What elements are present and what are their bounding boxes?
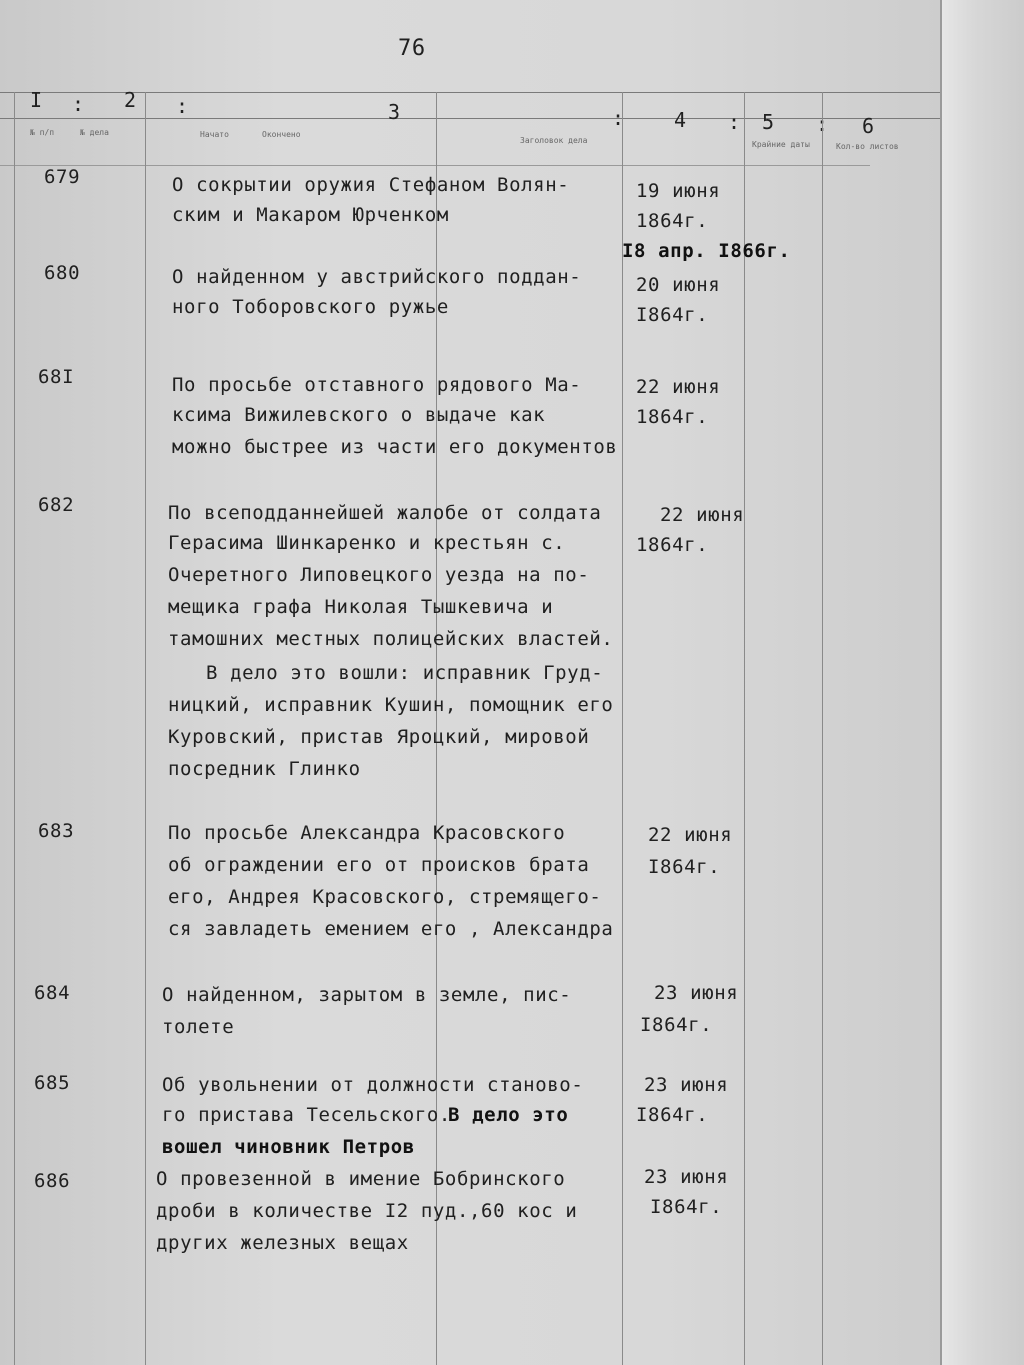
col-number-5: 5 <box>762 110 775 134</box>
entry-number: 685 <box>34 1072 71 1094</box>
col-number-3: 3 <box>388 100 401 124</box>
entry-number: 679 <box>44 166 81 188</box>
entry-number: 684 <box>34 982 71 1004</box>
col-separator: : <box>816 112 829 136</box>
header-underline-rule <box>0 165 870 166</box>
entry-date: 22 июня <box>636 376 721 398</box>
column-line <box>622 92 623 1365</box>
entry-title-line: ским и Макаром Юрченком <box>172 204 449 226</box>
entry-title-line: вошел чиновник Петров <box>162 1136 415 1158</box>
entry-date: I864г. <box>636 304 709 326</box>
entry-title-line: других железных вещах <box>156 1232 409 1254</box>
entry-number: 686 <box>34 1170 71 1192</box>
entry-date: 20 июня <box>636 274 721 296</box>
col-number-2: 2 <box>124 88 137 112</box>
entry-date: I864г. <box>640 1014 713 1036</box>
header-label: Заголовок дела <box>520 136 588 145</box>
col-separator: : <box>612 106 625 130</box>
entry-date: 1864г. <box>636 406 709 428</box>
entry-title-line: О сокрытии оружия Стефаном Волян- <box>172 174 570 196</box>
entry-title-line: толете <box>162 1016 235 1038</box>
entry-title-line: Куровский, пристав Яроцкий, мировой <box>168 726 590 748</box>
entry-title-line: Об увольнении от должности станово- <box>162 1074 584 1096</box>
header-top-rule <box>0 92 940 93</box>
entry-title-line: О провезенной в имение Бобринского <box>156 1168 566 1190</box>
entry-title-line: ксима Вижилевского о выдаче как <box>172 404 546 426</box>
header-label: № дела <box>80 128 109 137</box>
column-line <box>14 92 15 1365</box>
entry-title-line: тамошних местных полицейских властей. <box>168 628 614 650</box>
entry-date: I864г. <box>648 856 721 878</box>
col-separator: : <box>72 92 85 116</box>
entry-title-line: мещика графа Николая Тышкевича и <box>168 596 554 618</box>
entry-title-line: По просьбе Александра Красовского <box>168 822 566 844</box>
entry-date: I864г. <box>650 1196 723 1218</box>
entry-date: 1864г. <box>636 534 709 556</box>
entry-date: 23 июня <box>654 982 739 1004</box>
entry-title-line: О найденном у австрийского поддан- <box>172 266 582 288</box>
entry-date: 22 июня <box>648 824 733 846</box>
entry-date: 23 июня <box>644 1074 729 1096</box>
entry-title-line: посредник Глинко <box>168 758 361 780</box>
entry-title-line: ного Тоборовского ружье <box>172 296 449 318</box>
col-separator: : <box>728 110 741 134</box>
header-bottom-rule <box>0 118 940 119</box>
header-label: Крайние даты <box>752 140 810 149</box>
page-edge <box>940 0 1024 1365</box>
entry-date: 1864г. <box>636 210 709 232</box>
entry-date: 23 июня <box>644 1166 729 1188</box>
entry-title-line: По всеподданнейшей жалобе от солдата <box>168 502 602 524</box>
entry-title-line: го пристава Тесельского. <box>162 1104 451 1126</box>
entry-date: 22 июня <box>660 504 745 526</box>
column-line <box>145 92 146 1365</box>
column-line <box>822 92 823 1365</box>
entry-number: 683 <box>38 820 75 842</box>
entry-title-line: Очеретного Липовецкого уезда на по- <box>168 564 590 586</box>
entry-date: 19 июня <box>636 180 721 202</box>
entry-title-line: Герасима Шинкаренко и крестьян с. <box>168 532 566 554</box>
entry-title-line: дроби в количестве I2 пуд.,60 кос и <box>156 1200 578 1222</box>
entry-date: I864г. <box>636 1104 709 1126</box>
col-separator: : <box>176 94 189 118</box>
header-label: № п/п <box>30 128 55 137</box>
col-number-4: 4 <box>674 108 687 132</box>
entry-title-line: его, Андрея Красовского, стремящего- <box>168 886 602 908</box>
header-label: Окончено <box>262 130 301 139</box>
entry-title-line: ся завладеть емением его , Александра <box>168 918 614 940</box>
entry-title-line: В дело это <box>448 1104 569 1126</box>
col-number-6: 6 <box>862 114 875 138</box>
entry-number: 68I <box>38 366 75 388</box>
header-label: Кол-во листов <box>836 142 899 151</box>
entry-title-line: По просьбе отставного рядового Ма- <box>172 374 582 396</box>
entry-title-line: об ограждении его от происков брата <box>168 854 590 876</box>
column-line <box>744 92 745 1365</box>
col-number-1: I <box>30 88 43 112</box>
entry-title-line: В дело это вошли: исправник Груд- <box>206 662 604 684</box>
entry-number: 682 <box>38 494 75 516</box>
entry-title-line: О найденном, зарытом в земле, пис- <box>162 984 572 1006</box>
entry-end-date: I8 апр. I866г. <box>622 240 791 262</box>
page-number: 76 <box>398 36 426 61</box>
entry-title-line: можно быстрее из части его документов <box>172 436 618 458</box>
entry-number: 680 <box>44 262 81 284</box>
header-label: Начато <box>200 130 229 139</box>
entry-title-line: ницкий, исправник Кушин, помощник его <box>168 694 614 716</box>
